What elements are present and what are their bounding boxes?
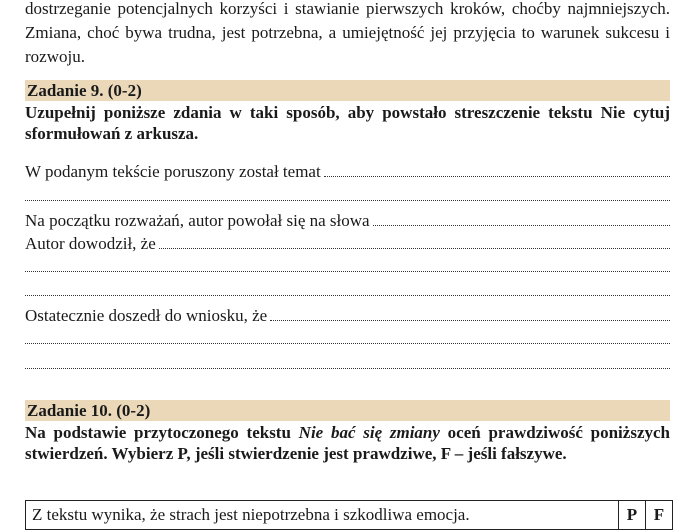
dotted-line: [324, 162, 670, 177]
option-false[interactable]: F: [646, 501, 673, 530]
instruction-text: Na podstawie przytoczonego tekstu: [25, 423, 299, 442]
task9-header: Zadanie 9. (0-2): [25, 80, 670, 101]
answer-line[interactable]: [25, 270, 670, 272]
text-title: Nie bać się zmiany: [298, 423, 440, 442]
intro-paragraph: dostrzeganie potencjalnych korzyści i stawianie pierwszych kroków, choćby najmniejszych. Zmiana, choć bywa trudna, jest potrzebna, a umiejętność jej przyjęcia to warunek sukcesu i rozwoju.: [25, 0, 670, 66]
table-row: [26, 501, 673, 530]
option-true[interactable]: P: [619, 501, 646, 530]
answer-line[interactable]: [25, 367, 670, 369]
task10-instruction: [25, 422, 670, 464]
task9-instruction: Uzupełnij poniższe zdania w taki sposób, aby powstało streszczenie tekstu Nie cytuj sformułowań z arkusza.: [25, 103, 670, 143]
answer-line-topic[interactable]: [25, 162, 670, 186]
prompt-quote: Na początku rozważań, autor powołał się na słowa: [25, 211, 370, 230]
answer-line-argument[interactable]: [25, 234, 670, 258]
task10-header: Zadanie 10. (0-2): [25, 400, 670, 421]
statement: Z tekstu wynika, że strach jest niepotrzebna i szkodliwa emocja.: [26, 501, 619, 530]
true-false-table: [25, 500, 673, 530]
answer-line-conclusion[interactable]: [25, 306, 670, 330]
answer-line[interactable]: [25, 199, 670, 201]
answer-line[interactable]: [25, 294, 670, 296]
dotted-line: [373, 211, 670, 226]
answer-line-quote[interactable]: [25, 211, 670, 235]
dotted-line: [270, 306, 670, 321]
instruction-text: oceń prawdziwość poniższych stwierdzeń. Wybierz P, jeśli stwierdzenie jest prawdziwe, F – jeśli fałszywe.: [25, 423, 670, 463]
prompt-topic: W podanym tekście poruszony został temat: [25, 162, 321, 181]
prompt-conclusion: Ostatecznie doszedł do wniosku, że: [25, 306, 268, 325]
prompt-argument: Autor dowodził, że: [25, 234, 156, 253]
answer-line[interactable]: [25, 342, 670, 344]
dotted-line: [159, 234, 670, 249]
